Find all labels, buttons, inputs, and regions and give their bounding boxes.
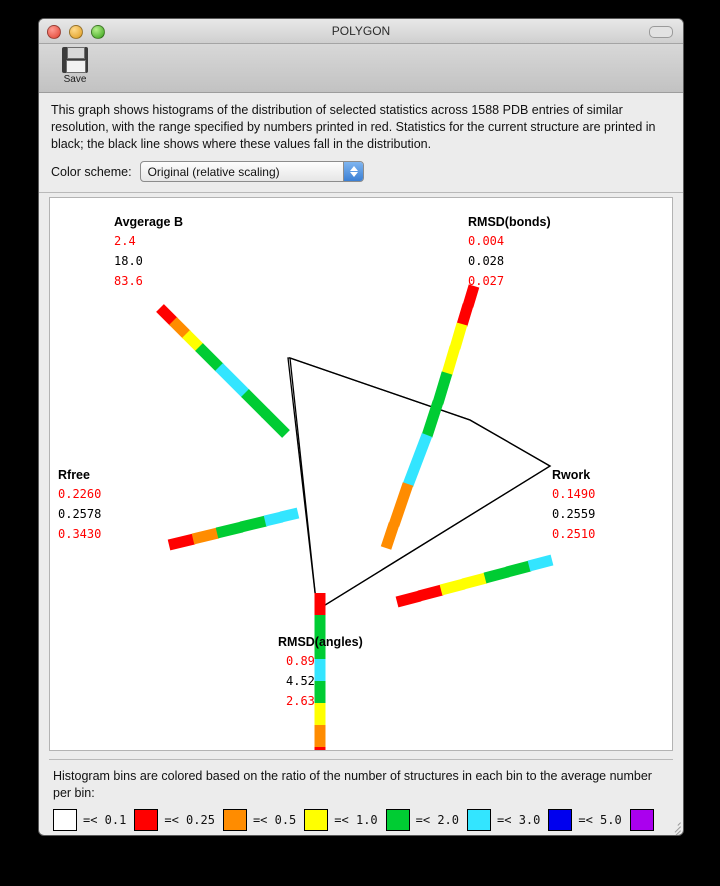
- color-scheme-value: Original (relative scaling): [147, 165, 280, 179]
- color-scheme-row: [39, 157, 683, 193]
- legend-swatch-3: [304, 809, 328, 831]
- chevron-updown-icon[interactable]: [343, 162, 363, 181]
- polygon-window: [38, 18, 684, 836]
- close-button[interactable]: [47, 25, 61, 39]
- legend-description: Histogram bins are colored based on the ratio of the number of structures in each bin to the average number per bin:: [53, 769, 652, 800]
- toolbar: [39, 44, 683, 93]
- axis-max-rwork: 0.2510: [552, 527, 596, 541]
- axis-bar-rfree: [120, 513, 298, 558]
- legend-swatch-6: [548, 809, 572, 831]
- save-button-label: Save: [63, 74, 87, 85]
- legend-swatch-4: [386, 809, 410, 831]
- legend-label-3: =< 1.0: [334, 813, 378, 827]
- floppy-disk-icon: [62, 47, 88, 73]
- minimize-button[interactable]: [69, 25, 83, 39]
- polygon-plot: [49, 197, 673, 751]
- window-titlebar: [39, 19, 683, 44]
- axis-max-rmsd-angles: 2.63: [286, 694, 315, 708]
- color-scheme-label: Color scheme:: [51, 164, 132, 179]
- window-title: POLYGON: [331, 24, 391, 38]
- axis-label-average-b: Avgerage B: [114, 215, 184, 229]
- zoom-button[interactable]: [91, 25, 105, 39]
- axis-min-rfree: 0.2260: [58, 487, 102, 501]
- axis-label-rwork: Rwork: [552, 468, 591, 482]
- legend-label-2: =< 0.5: [252, 813, 297, 827]
- axis-min-average-b: 2.4: [114, 234, 136, 248]
- axis-bar-rwork: [375, 560, 552, 608]
- axis-value-average-b: 18.0: [114, 254, 143, 268]
- axis-max-average-b: 83.6: [114, 274, 143, 288]
- axis-value-rwork: 0.2559: [552, 507, 596, 521]
- legend-label-5: =< 3.0: [497, 813, 541, 827]
- axis-label-rmsd-angles: RMSD(angles): [278, 635, 363, 649]
- axis-max-rmsd-bonds: 0.027: [468, 274, 505, 288]
- legend-swatch-7: [630, 809, 654, 831]
- window-controls: [47, 25, 105, 39]
- legend-items: [51, 809, 671, 831]
- legend: [49, 759, 673, 836]
- axis-label-rfree: Rfree: [58, 468, 90, 482]
- axis-bar-average-b: [147, 295, 286, 434]
- axis-min-rmsd-bonds: 0.004: [468, 234, 505, 248]
- save-button[interactable]: [49, 47, 101, 85]
- legend-swatch-0: [53, 809, 77, 831]
- legend-swatch-1: [134, 809, 158, 831]
- legend-label-4: =< 2.0: [415, 813, 460, 827]
- axis-min-rwork: 0.1490: [552, 487, 596, 501]
- resize-grip[interactable]: [667, 819, 681, 833]
- legend-label-6: =< 5.0: [578, 813, 622, 827]
- axis-label-rmsd-bonds: RMSD(bonds): [468, 215, 551, 229]
- toolbar-toggle-button[interactable]: [649, 26, 673, 38]
- legend-swatch-5: [467, 809, 491, 831]
- legend-label-0: =< 0.1: [83, 813, 127, 827]
- axis-value-rmsd-bonds: 0.028: [468, 254, 505, 268]
- axis-value-rmsd-angles: 4.52: [286, 674, 315, 688]
- description-text: This graph shows histograms of the distribution of selected statistics across 1588 PDB entries of similar resolution, with the range specified by numbers printed in red. Statistics for the current structure are printed in black; the black line shows where these values fall in the distribution.: [39, 93, 683, 157]
- color-scheme-select[interactable]: [140, 161, 364, 182]
- legend-label-1: =< 0.25: [164, 813, 215, 827]
- axis-min-rmsd-angles: 0.89: [286, 654, 315, 668]
- legend-swatch-2: [223, 809, 247, 831]
- axis-max-rfree: 0.3430: [58, 527, 102, 541]
- graph-area: [39, 193, 683, 751]
- axis-value-rfree: 0.2578: [58, 507, 102, 521]
